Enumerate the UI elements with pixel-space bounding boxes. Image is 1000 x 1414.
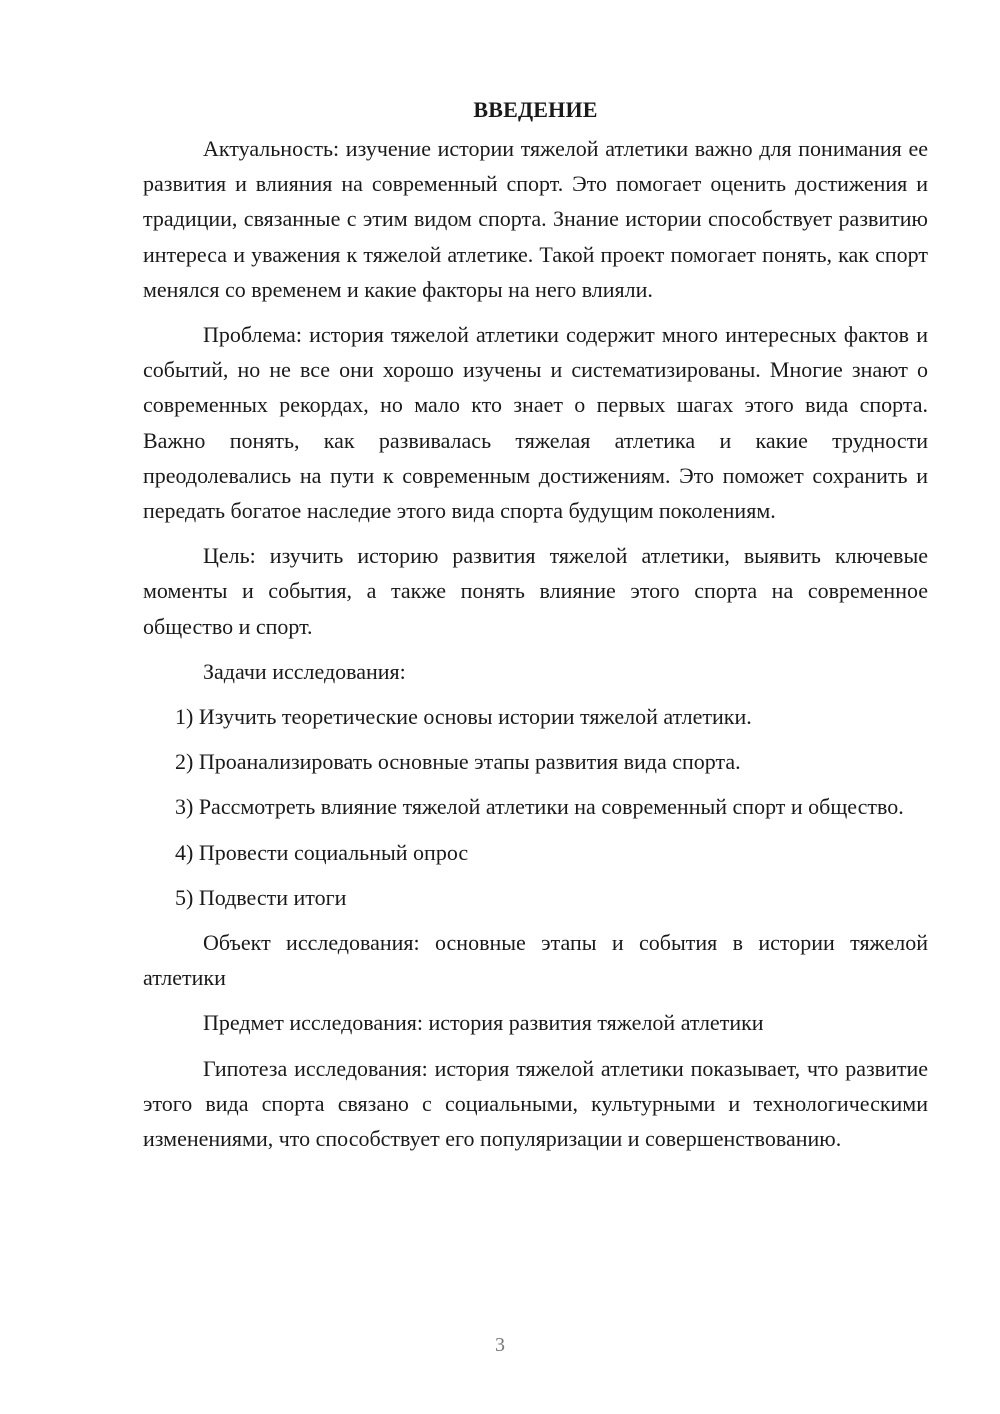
task-item: 2) Проанализировать основные этапы развития вида спорта. [175,749,741,775]
tasks-heading: Задачи исследования: [203,658,406,684]
task-item: 4) Провести социальный опрос [175,839,469,865]
goal-paragraph: Цель: изучить историю развития тяжелой атлетики, выявить ключевые моменты и события, а также понять влияние этого спорта на современное общество и спорт. [143,543,928,639]
task-item: 1) Изучить теоретические основы истории тяжелой атлетики. [175,704,752,730]
problem-paragraph: Проблема: история тяжелой атлетики содержит много интересных фактов и событий, но не все они хорошо изучены и систематизированы. Многие знают о современных рекордах, но мало кто знает о первых шагах этого вида спорта. Важно понять, как развивалась тяжелая атлетика и какие трудности преодолевались на пути к современным достижениям. Это поможет сохранить и передать богатое наследие этого вида спорта будущим поколениям. [143,322,928,524]
page-number: 3 [495,1334,505,1356]
tasks-list [143,699,928,915]
page-title: ВВЕДЕНИЕ [473,97,598,122]
subject-paragraph: Предмет исследования: история развития тяжелой атлетики [203,1010,764,1036]
hypothesis-paragraph: Гипотеза исследования: история тяжелой атлетики показывает, что развитие этого вида спорта связано с социальными, культурными и технологическими изменениями, что способствует его популяризации и совершенствованию. [143,1055,928,1152]
relevance-paragraph: Актуальность: изучение истории тяжелой атлетики важно для понимания ее развития и влияния на современный спорт. Это помогает оценить достижения и традиции, связанные с этим видом спорта. Знание истории способствует развитию интереса и уважения к тяжелой атлетике. Такой проект помогает понять, как спорт менялся со временем и какие факторы на него влияли. [143,136,928,302]
task-item: 5) Подвести итоги [175,884,347,910]
task-item: 3) Рассмотреть влияние тяжелой атлетики на современный спорт и общество. [175,794,904,820]
object-paragraph: Объект исследования: основные этапы и события в истории тяжелой атлетики [143,930,928,991]
page-content [143,92,928,1166]
